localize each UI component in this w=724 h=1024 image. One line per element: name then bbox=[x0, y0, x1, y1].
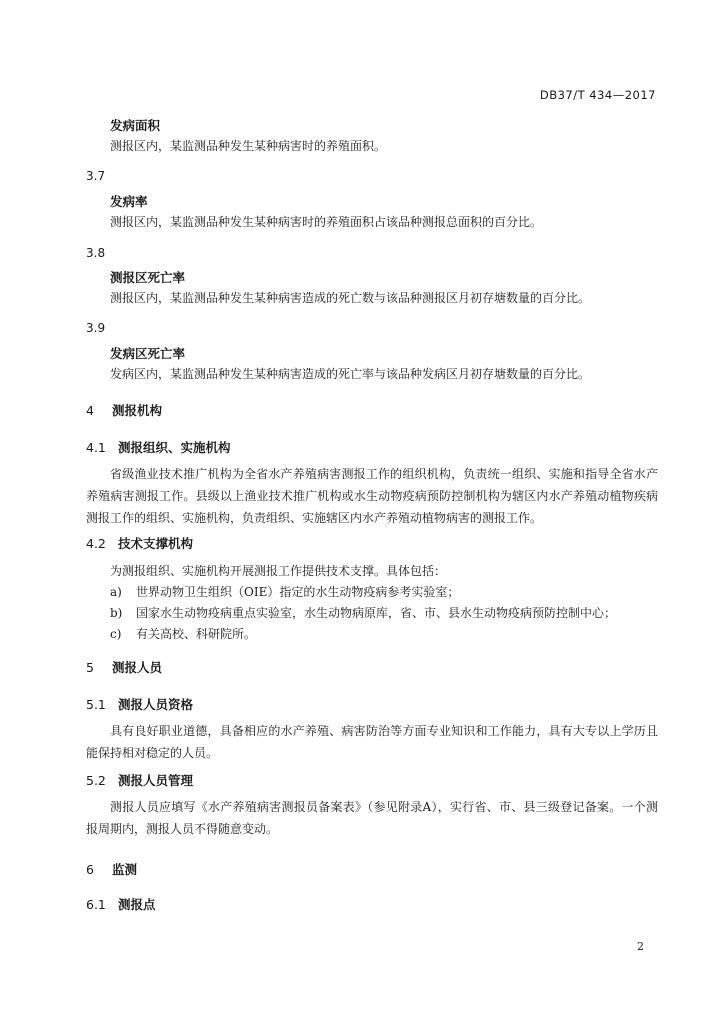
section-heading-4-1 bbox=[86, 440, 231, 456]
term-outbreak-mortality: 发病区死亡率 bbox=[110, 346, 186, 361]
clause-number-3-7: 3.7 bbox=[86, 169, 106, 183]
list-item-text: 有关高校、科研院所。 bbox=[136, 627, 257, 641]
list-item-text: 国家水生动物疫病重点实验室，水生动物病原库，省、市、县水生动物疫病预防控制中心； bbox=[136, 606, 617, 620]
section-heading-5-2 bbox=[86, 773, 193, 789]
clause-number-3-8: 3.8 bbox=[86, 246, 106, 260]
section-title: 测报组织、实施机构 bbox=[118, 440, 231, 455]
paragraph-5-2: 测报人员应填写《水产养殖病害测报员备案表》（参见附录A），实行省、市、县三级登记备案。一个测报周期内，测报人员不得随意变动。 bbox=[86, 800, 658, 836]
section-number: 5.1 bbox=[86, 697, 106, 712]
section-title: 测报人员 bbox=[112, 660, 163, 675]
term-area-mortality: 测报区死亡率 bbox=[110, 270, 186, 285]
list-item bbox=[110, 605, 616, 621]
section-number: 4.2 bbox=[86, 536, 106, 551]
definition-area-mortality: 测报区内，某监测品种发生某种病害造成的死亡数与该品种测报区月初存塘数量的百分比。 bbox=[110, 291, 591, 305]
document-code: DB37/T 434—2017 bbox=[539, 88, 656, 102]
section-title: 测报点 bbox=[118, 897, 156, 912]
section-title: 测报机构 bbox=[112, 403, 163, 418]
paragraph-5-1: 具有良好职业道德，具备相应的水产养殖、病害防治等方面专业知识和工作能力，具有大专以上学历且能保持相对稳定的人员。 bbox=[86, 724, 658, 760]
list-item bbox=[110, 584, 459, 600]
section-title: 测报人员资格 bbox=[118, 697, 194, 712]
section-heading-6 bbox=[86, 862, 137, 878]
section-title: 测报人员管理 bbox=[118, 773, 194, 788]
definition-outbreak-mortality: 发病区内，某监测品种发生某种病害造成的死亡率与该品种发病区月初存塘数量的百分比。 bbox=[110, 367, 591, 381]
section-heading-4-2 bbox=[86, 536, 193, 552]
list-item bbox=[110, 626, 256, 642]
section-number: 5.2 bbox=[86, 773, 106, 788]
section-heading-6-1 bbox=[86, 897, 156, 913]
list-marker: b) bbox=[110, 606, 123, 620]
section-number: 4.1 bbox=[86, 440, 106, 455]
page-number: 2 bbox=[637, 940, 644, 953]
list-marker: a) bbox=[110, 585, 122, 599]
section-number: 5 bbox=[86, 660, 94, 675]
section-heading-5 bbox=[86, 660, 162, 676]
section-title: 技术支撑机构 bbox=[118, 536, 194, 551]
paragraph-4-2-intro: 为测报组织、实施机构开展测报工作提供技术支撑。具体包括： bbox=[110, 564, 447, 578]
list-item-text: 世界动物卫生组织（OIE）指定的水生动物疫病参考实验室； bbox=[136, 585, 460, 599]
definition-incidence-rate: 测报区内，某监测品种发生某种病害时的养殖面积占该品种测报总面积的百分比。 bbox=[110, 215, 543, 229]
paragraph-4-1: 省级渔业技术推广机构为全省水产养殖病害测报工作的组织机构，负责统一组织、实施和指导全省水产养殖病害测报工作。县级以上渔业技术推广机构或水生动物疫病预防控制机构为辖区内水产养殖动植物疾病测报工作的组织、实施机构，负责组织、实施辖区内水产养殖动植物病害的测报工作。 bbox=[86, 467, 658, 525]
section-number: 6 bbox=[86, 862, 94, 877]
definition-outbreak-area: 测报区内，某监测品种发生某种病害时的养殖面积。 bbox=[110, 139, 387, 153]
section-number: 6.1 bbox=[86, 897, 106, 912]
section-number: 4 bbox=[86, 403, 94, 418]
term-outbreak-area: 发病面积 bbox=[110, 118, 161, 133]
section-heading-4 bbox=[86, 403, 162, 419]
section-title: 监测 bbox=[112, 862, 138, 877]
term-incidence-rate: 发病率 bbox=[110, 194, 148, 209]
clause-number-3-9: 3.9 bbox=[86, 321, 106, 335]
list-marker: c) bbox=[110, 627, 122, 641]
section-heading-5-1 bbox=[86, 697, 193, 713]
